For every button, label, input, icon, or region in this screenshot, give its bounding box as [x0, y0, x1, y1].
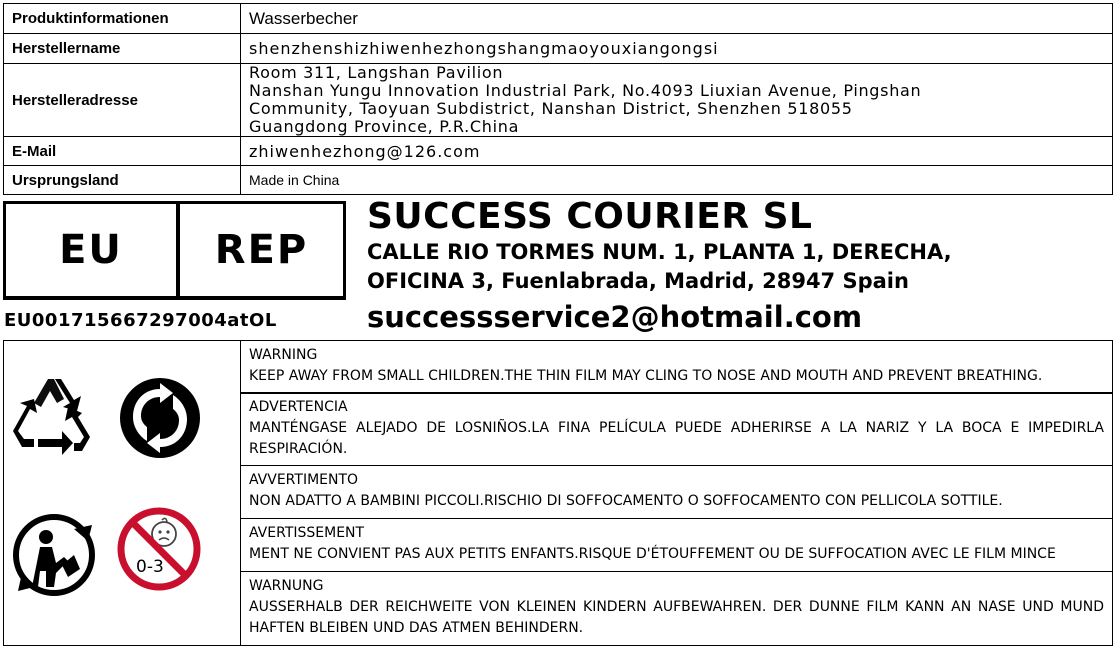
green-dot-icon — [117, 375, 203, 461]
info-row-manufacturer — [4, 34, 1113, 64]
eu-rep-left: EU — [6, 204, 180, 296]
representative-address-line: OFICINA 3, Fuenlabrada, Madrid, 28947 Spain — [367, 269, 909, 293]
eu-rep-right: REP — [214, 227, 309, 273]
info-row-product — [4, 4, 1113, 34]
info-value: shenzhenshizhiwenhezhongshangmaoyouxiangongsi — [241, 34, 1113, 64]
age-0-3-warning-icon — [114, 504, 204, 594]
info-value: Made in China — [241, 166, 1113, 195]
representative-email: successservice2@hotmail.com — [367, 300, 863, 334]
info-row-origin — [4, 166, 1113, 195]
address-line: Community, Taoyuan Subdistrict, Nanshan District, Shenzhen 518055 — [249, 99, 853, 118]
warning-block-en — [240, 340, 1113, 394]
info-value: Wasserbecher — [241, 4, 1113, 34]
warning-title: AVVERTIMENTO — [249, 472, 359, 488]
warning-title: AVERTISSEMENT — [249, 525, 365, 541]
warning-block-it — [240, 465, 1113, 519]
info-value: zhiwenhezhong@126.com — [241, 137, 1113, 166]
info-key: Herstelleradresse — [4, 64, 241, 137]
info-value-address — [241, 64, 1113, 137]
info-key: Herstellername — [4, 34, 241, 64]
age-label: 0-3 — [136, 557, 164, 577]
representative-company: SUCCESS COURIER SL — [367, 196, 813, 237]
eu-rep-code: EU001715667297004atOL — [4, 310, 277, 331]
warning-text: MANTÉNGASE ALEJADO DE LOSNIÑOS.LA FINA PELÍCULA PUEDE ADHERIRSE A LA NARIZ Y LA BOCA E IMPEDIRLA RESPIRACIÓN. — [249, 420, 1104, 457]
warning-block-es — [240, 392, 1113, 466]
info-key: Ursprungsland — [4, 166, 241, 195]
warning-text: AUSSERHALB DER REICHWEITE VON KLEINEN KINDERN AUFBEWAHREN. DER DUNNE FILM KANN AN NASE UND MUND HAFTEN BLEIBEN UND DAS ATMEN BEHINDERN. — [249, 599, 1104, 636]
warning-block-fr — [240, 518, 1113, 572]
info-key: Produktinformationen — [4, 4, 241, 34]
warning-title: WARNUNG — [249, 578, 324, 594]
info-key: E-Mail — [4, 137, 241, 166]
address-line: Nanshan Yungu Innovation Industrial Park, No.4093 Liuxian Avenue, Pingshan — [249, 81, 922, 100]
eu-rep-box — [3, 201, 346, 300]
info-row-email — [4, 137, 1113, 166]
representative-address-line: CALLE RIO TORMES NUM. 1, PLANTA 1, DERECHA, — [367, 240, 952, 264]
warning-text: NON ADATTO A BAMBINI PICCOLI.RISCHIO DI SOFFOCAMENTO O SOFFOCAMENTO CON PELLICOLA SOTTILE. — [249, 493, 1003, 509]
symbols-panel — [3, 340, 241, 646]
tidyman-icon — [10, 511, 104, 601]
eu-representative-details — [367, 196, 1117, 336]
warning-block-de — [240, 571, 1113, 646]
warning-title: WARNING — [249, 347, 318, 363]
info-row-address — [4, 64, 1113, 137]
warning-text: KEEP AWAY FROM SMALL CHILDREN.THE THIN FILM MAY CLING TO NOSE AND MOUTH AND PREVENT BREATHING. — [249, 368, 1043, 384]
warning-title: ADVERTENCIA — [249, 399, 348, 415]
recycle-icon — [10, 373, 100, 463]
address-line: Room 311, Langshan Pavilion — [249, 63, 504, 82]
address-line: Guangdong Province, P.R.China — [249, 117, 520, 136]
warning-text: MENT NE CONVIENT PAS AUX PETITS ENFANTS.RISQUE D'ÉTOUFFEMENT OU DE SUFFOCATION AVEC LE FILM MINCE — [249, 546, 1056, 562]
product-info-table — [3, 3, 1113, 195]
